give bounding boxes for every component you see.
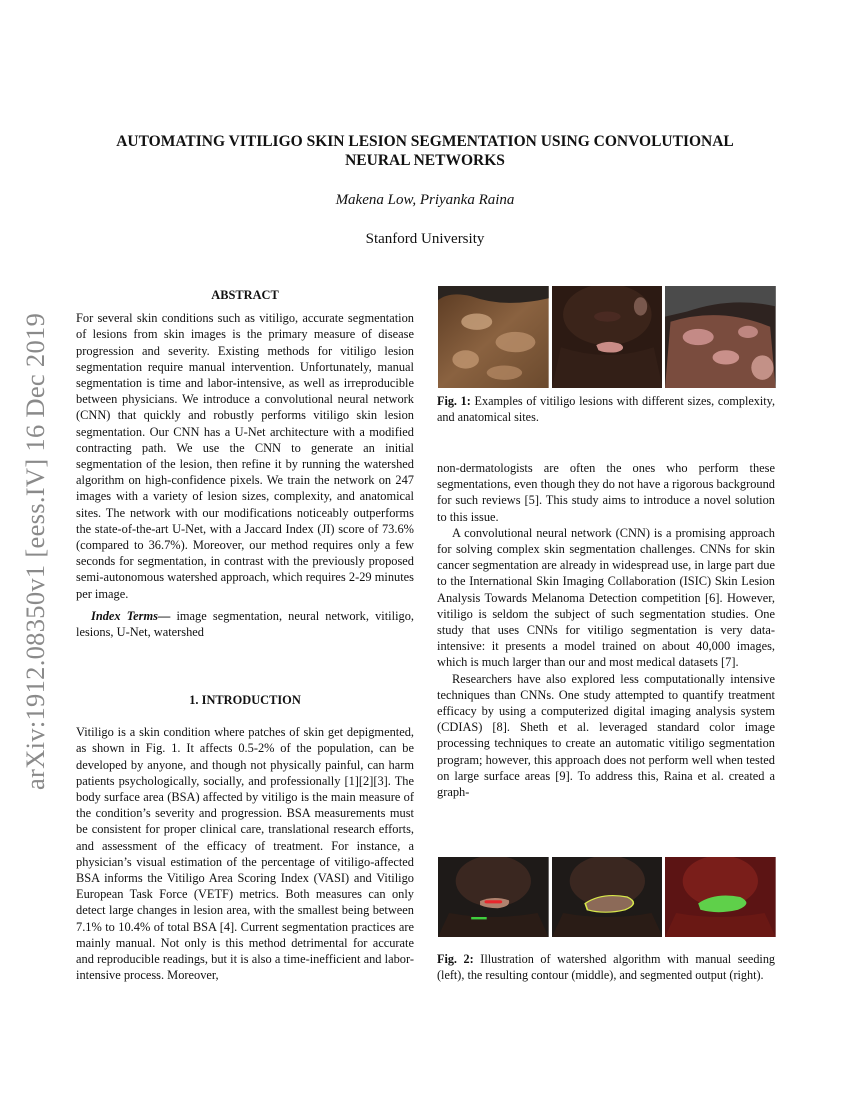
right-paragraph-3: Researchers have also explored less computationally intensive techniques than CNNs. One study attempted to quantify treatment efficacy by using a computerized digital imaging analysis system (CDIAS) [8]. Sheth et al. leveraged standard color image processing techniques to create an automatic vitiligo segmentation program; however, this approach does not perform well when tested on large surface areas [9]. To address this, Raina et al. created a graph- [437,671,775,800]
abstract-section [76,287,414,640]
fig1-label: Fig. 1: [437,394,471,408]
intro-heading: 1. INTRODUCTION [189,693,301,707]
fig2-label: Fig. 2: [437,952,474,966]
abstract-text: For several skin conditions such as vitiligo, accurate segmentation of lesions from skin images is the primary measure of disease progression and severity. Existing methods for vitiligo lesion segmentation require manual intervention. Unfortunately, manual segmentation is time and labor-intensive, as well as irreproducible between physicians. We introduce a convolutional neural network (CNN) that quickly and robustly performs vitiligo skin lesion segmentation. Our CNN has a U-Net architecture with a modified contracting path. We use the CNN to generate an initial segmentation of the lesion, then refine it by running the watershed algorithm on high-confidence pixels. We train the network on 247 images with a variety of lesion sizes, complexity, and anatomical sites. The network with our modifications noticeably outperforms the state-of-the-art U-Net, with a Jaccard Index (JI) score of 73.6% (compared to 36.7%). Moreover, our method requires only a few seconds for segmentation, in contrast with the previously proposed semi-autonomous watershed approach, which requires 2-29 minutes per image. [76,311,414,601]
index-terms-label: Index Terms— [91,608,171,623]
fig1-caption-text: Examples of vitiligo lesions with different sizes, complexity, and anatomical sites. [437,394,775,424]
figure-1-images [438,286,776,388]
fig2-image-manual-seeding [438,857,549,937]
figure-2-images [438,857,776,937]
figure-1-caption [437,393,775,425]
intro-paragraph-1: Vitiligo is a skin condition where patches of skin get depigmented, as shown in Fig. 1. It affects 0.5-2% of the population, can be developed by anyone, and though not physically painful, can harm patients psychologically, socially, and professionally [1][2][3]. The body surface area (BSA) affected by vitiligo is the main measure of the condition’s severity and progression. BSA measurements must be consistent for proper clinical care, translational research efforts, and assessment of the efficacy of treatment. For instance, a physician’s visual estimation of the percentage of vitiligo-affected BSA informs the Vitiligo Area Scoring Index (VASI) and Vitiligo European Task Force (VETF) metrics. Both measures can only detect large changes in lesion area, with the smallest being between 7.1% to 10.4% of total BSA [4]. Current segmentation practices are mainly manual. Not only is this method detrimental for accurate and reproducible readings, but it is also a time-inefficient and labor-intensive process. Moreover, [76,725,414,983]
affiliation: Stanford University [365,231,485,247]
arxiv-stamp: arXiv:1912.08350v1 [eess.IV] 16 Dec 2019 [20,312,50,790]
fig1-image-arm-lesions [665,286,776,388]
right-paragraph-2: A convolutional neural network (CNN) is a promising approach for solving complex skin segmentation challenges. CNNs for skin cancer segmentation are already in widespread use, in large part due to the International Skin Imaging Collaboration (ISIC) Skin Lesion Analysis Towards Melanoma Detection competition [6]. However, vitiligo is seldom the subject of such segmentation studies. One study that uses CNNs for vitiligo segmentation is very data-intensive: it presents a model trained on about 40,000 images, which is much larger than our and most medical datasets [7]. [437,525,775,670]
paper-title [80,132,770,170]
abstract-heading: ABSTRACT [211,288,279,302]
fig2-image-contour [552,857,663,937]
figure-2-caption [437,951,775,983]
right-column-text [437,460,775,800]
right-paragraph-1: non-dermatologists are often the ones who perform these segmentations, even though they do not have a rigorous background for such reviews [5]. This study aims to introduce a novel solution to this issue. [437,461,775,524]
fig2-caption-text: Illustration of watershed algorithm with manual seeding (left), the resulting contour (middle), and segmented output (right). [437,952,776,982]
introduction-section [76,692,414,983]
fig1-image-neck-lesion [552,286,663,388]
index-terms [76,608,414,640]
fig2-image-segmented-output [665,857,776,937]
title-line-2: NEURAL NETWORKS [345,152,505,169]
index-terms-text: image segmentation, neural network, vitiligo, lesions, U-Net, watershed [76,608,414,640]
title-line-1: AUTOMATING VITILIGO SKIN LESION SEGMENTATION USING CONVOLUTIONAL [116,133,734,150]
authors: Makena Low, Priyanka Raina [335,192,515,208]
fig1-image-back-lesions [438,286,549,388]
